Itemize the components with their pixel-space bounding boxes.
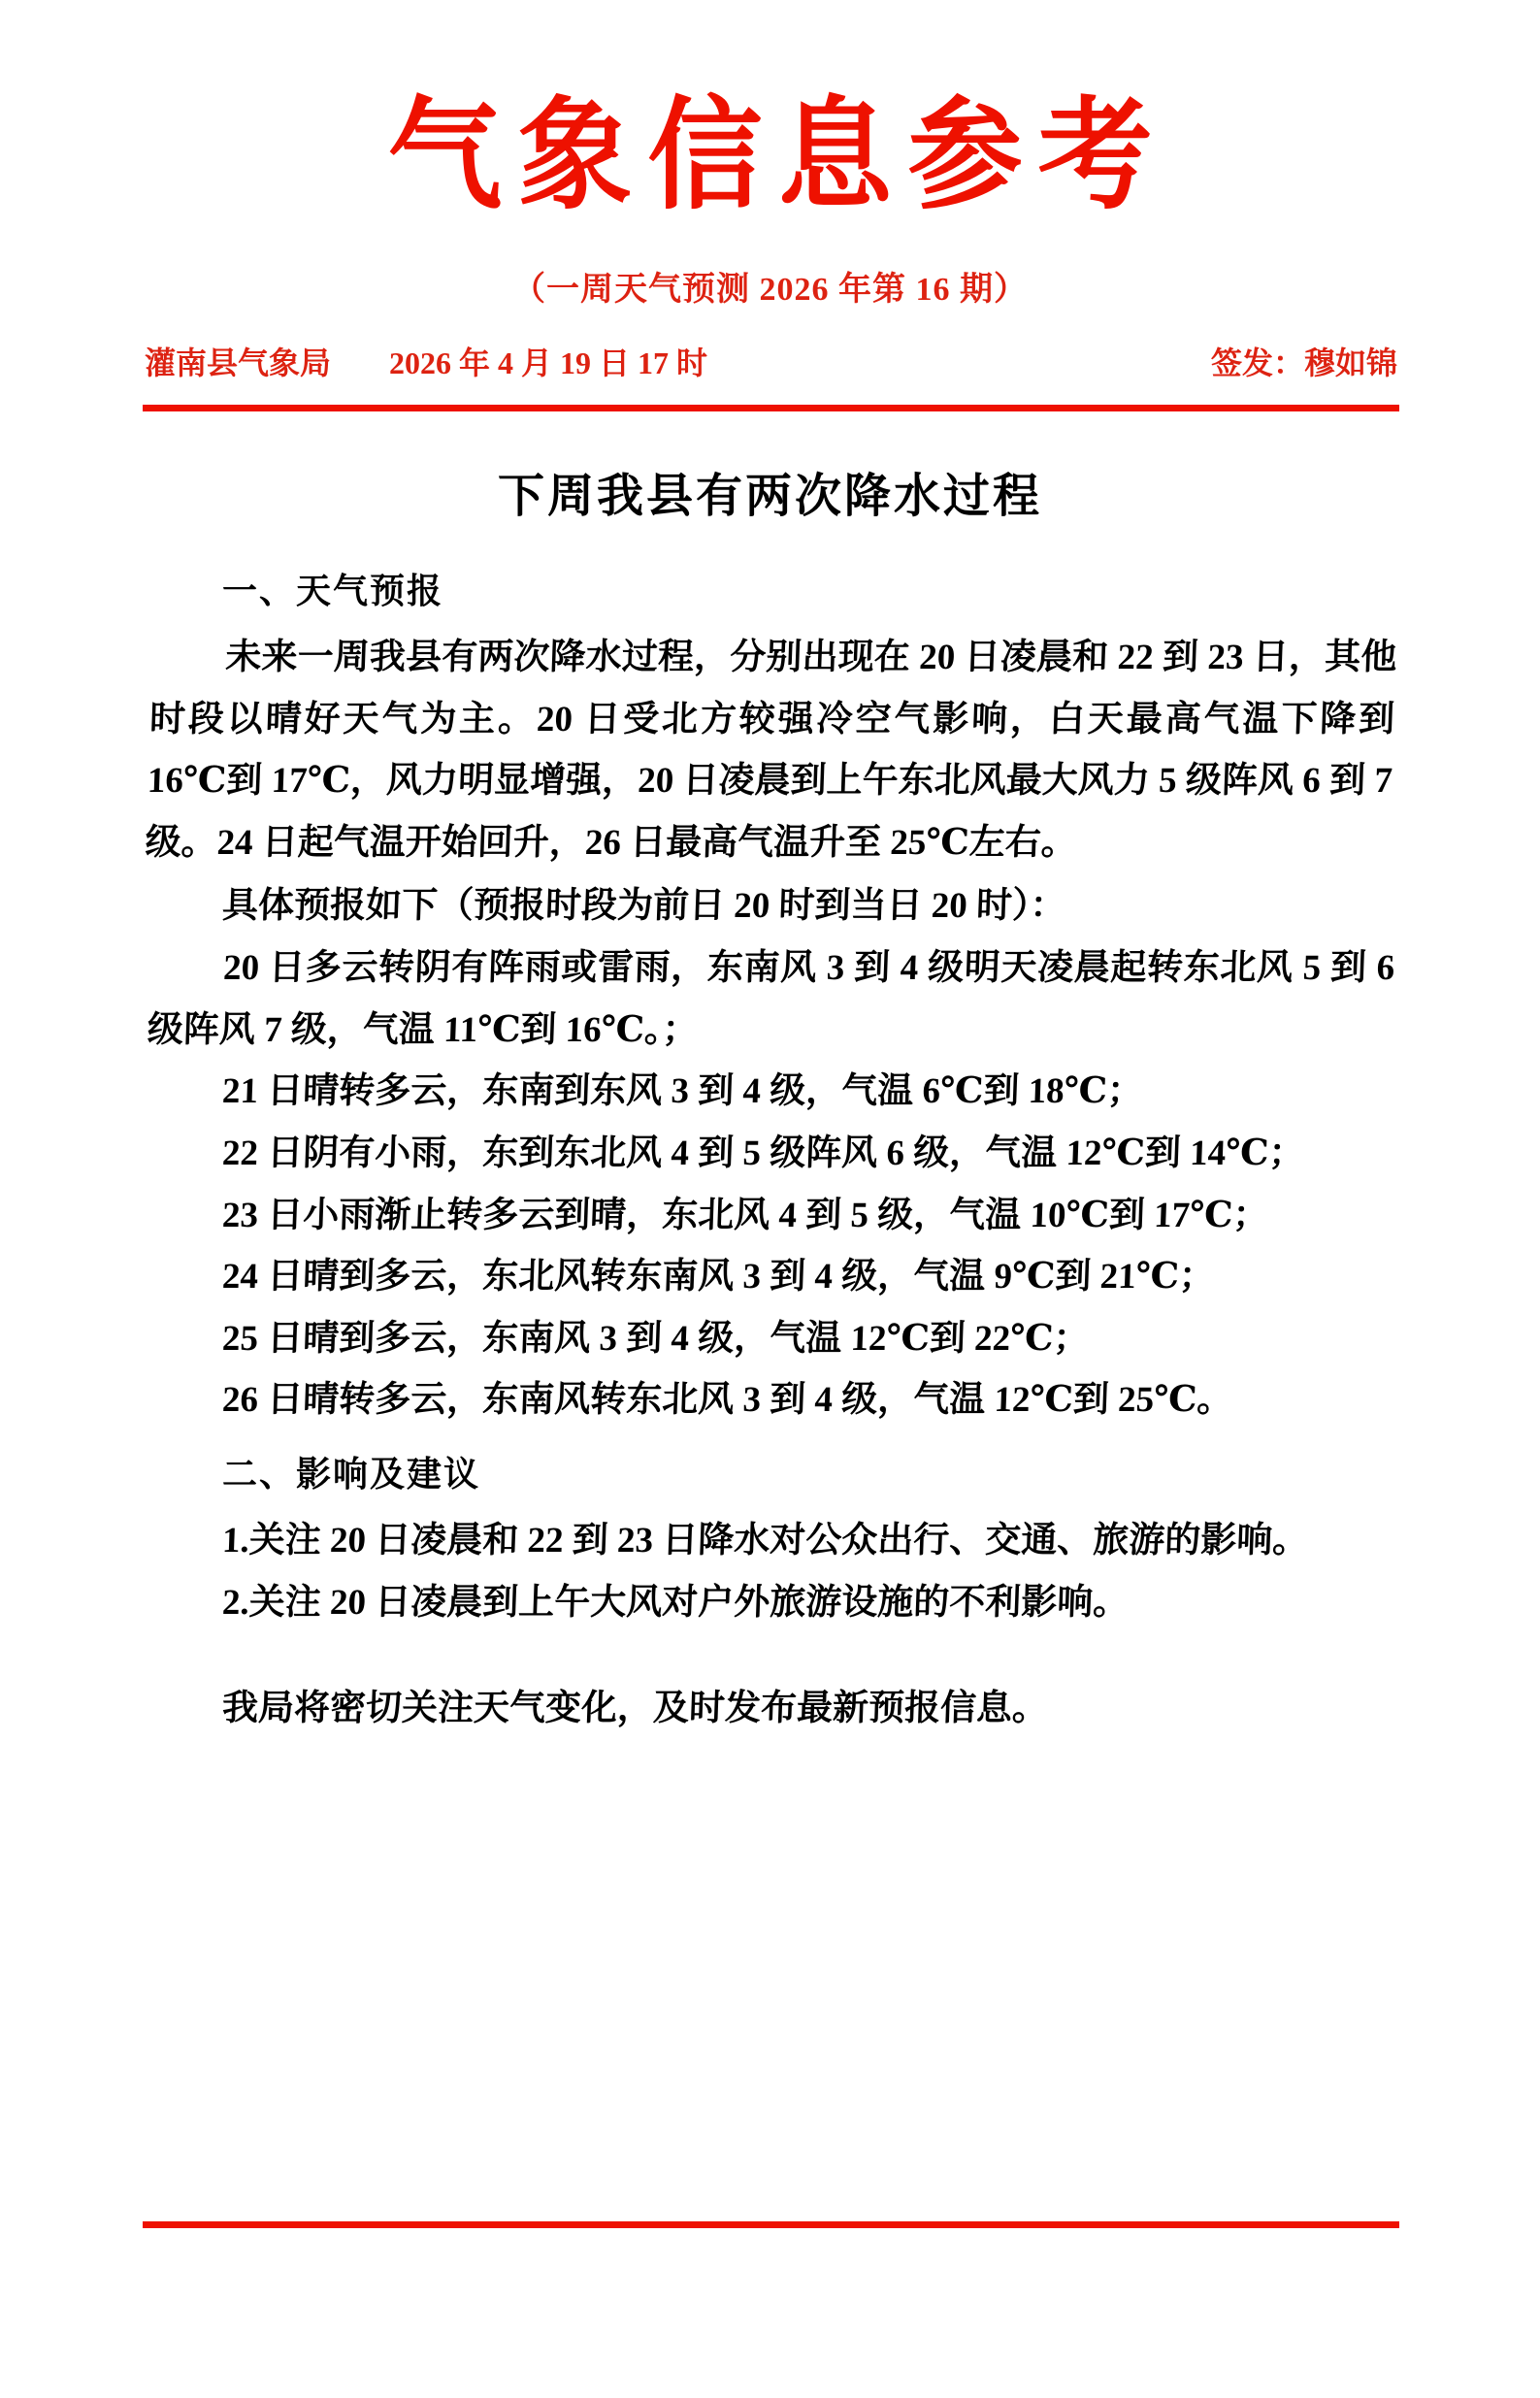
forecast-detail-intro: 具体预报如下（预报时段为前日 20 时到当日 20 时）： [221, 886, 1067, 927]
advice-item-1: 1.关注 20 日凌晨和 22 到 23 日降水对公众出行、交通、旅游的影响。 [221, 1521, 1309, 1561]
article-headline: 下周我县有两次降水过程 [497, 470, 1042, 522]
daily-forecast-21: 21 日晴转多云，东南到东风 3 到 4 级，气温 6℃到 18℃； [221, 1071, 1144, 1112]
section-heading-impact: 二、影响及建议 [222, 1455, 481, 1495]
daily-forecast-22: 22 日阴有小雨，东到东北风 4 到 5 级阵风 6 级，气温 12℃到 14℃； [221, 1133, 1306, 1173]
daily-forecast-25: 25 日晴到多云，东南风 3 到 4 级，气温 12℃到 22℃； [221, 1318, 1091, 1359]
issuing-office: 灌南县气象局 [145, 345, 332, 380]
masthead [121, 0, 1419, 310]
daily-forecast-26: 26 日晴转多云，东南风转东北风 3 到 4 级，气温 12℃到 25℃。 [221, 1380, 1234, 1421]
forecast-overview-paragraph: 未来一周我县有两次降水过程，分别出现在 20 日凌晨和 22 到 23 日，其他时段以晴好天气为主。20 日受北方较强冷空气影响，白天最高气温下降到 16℃到 17℃，风力明显增强，20 日凌晨到上午东北风最大风力 5 级阵风 6 到 7 级。24 日起气温开始回升，26 日最高气温升至 25℃左右。 [144, 637, 1398, 863]
publication-subtitle: （一周天气预测 2026 年第 16 期） [512, 271, 1028, 308]
daily-forecast-23: 23 日小雨渐止转多云到晴，东北风 4 到 5 级，气温 10℃到 17℃； [221, 1195, 1270, 1235]
header-divider [143, 405, 1399, 411]
advice-item-2: 2.关注 20 日凌晨到上午大风对户外旅游设施的不利影响。 [221, 1582, 1130, 1623]
article-body [121, 564, 1419, 1740]
daily-forecast-20: 20 日多云转阴有阵雨或雷雨，东南风 3 到 4 级明天凌晨起转东北风 5 到 6 级阵风 7 级，气温 11℃到 16℃。； [147, 948, 1395, 1050]
daily-forecast-24: 24 日晴到多云，东北风转东南风 3 到 4 级，气温 9℃到 21℃； [221, 1257, 1216, 1298]
closing-statement: 我局将密切关注天气变化，及时发布最新预报信息。 [221, 1689, 1049, 1729]
publication-title: 气象信息参考 [387, 88, 1168, 224]
section-heading-forecast: 一、天气预报 [222, 571, 444, 611]
issuer-row [121, 339, 1419, 383]
issue-date: 2026 年 4 月 19 日 17 时 [389, 345, 708, 380]
footer-divider [143, 2221, 1399, 2228]
signer: 签发：穆如锦 [1210, 345, 1397, 380]
